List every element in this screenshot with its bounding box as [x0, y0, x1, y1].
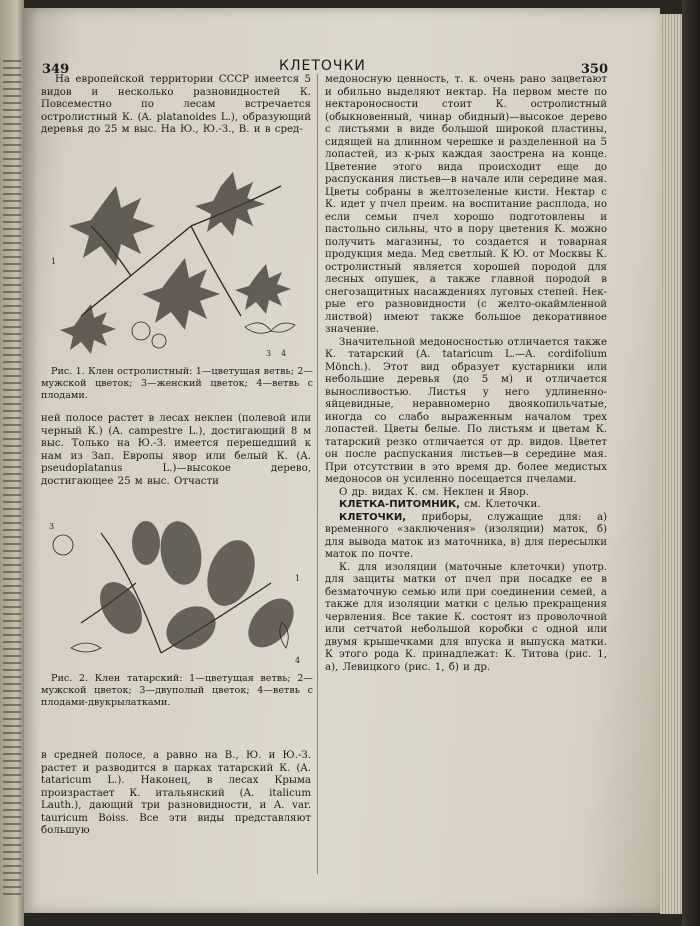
entry-text: приборы, служащие для: а) временного «заключения» (изоляции) маток, б) для вывода маток из маточника, в) для пересылки маток по почте.	[325, 511, 607, 560]
entry-klettka-pitomnik	[325, 499, 607, 512]
svg-text:1: 1	[51, 257, 57, 266]
paragraph: медоносную ценность, т. к. очень рано зацветают и обильно выделяют нектар. На первом месте по нектароносности стоит К. остролистный (обыкновенный, чинар обидный)—высокое дерево с листьями в виде большой широкой пластины, сидящей на длинном черешке и разделенной на 5 лопастей, из к-рых каждая заострена на конце. Цветение этого вида происходит еще до распускания листьев—в начале или середине мая. Цветы собраны в желтозеленые кисти. Нектар с К. идет у пчел преим. на воспитание расплода, но если семьи пчел хорошо подготовлены и пастольно сильны, что в пору цветения К. можно получить магазины, то создается и товарная продукция меда. Мед светлый. К Ю. от Москвы К. остролистный является хорошей породой для лесных опушек, а также главной породой в снегозащитных насаждениях луговых степей. Нек-рые его разновидности (с желто-окаймленной листвой) имеют также большое декоративное значение.	[325, 74, 607, 335]
entry-kletochki	[325, 512, 607, 562]
page-number-right: 350	[580, 62, 608, 77]
svg-text:1: 1	[295, 574, 301, 583]
book-cover	[682, 0, 700, 926]
paragraph: в средней полосе, а равно на В., Ю. и Ю.-З. растет и разводится в парках татарский К. (A. tataricum L.). Наконец, в лесах Крыма произрастает К. итальянский (A. italicum Lauth.), дающий три разновидности, и A. var. tauricum Boiss. Все эти виды представляют большую	[41, 750, 311, 836]
entry-heading: КЛЕТОЧКИ,	[339, 511, 407, 523]
column-left-top	[41, 74, 311, 137]
column-divider	[317, 74, 318, 874]
facing-page-text-bleed	[3, 60, 21, 900]
page-edges	[660, 14, 682, 914]
figure-2	[41, 513, 313, 709]
running-title: КЛЕТОЧКИ	[279, 58, 366, 74]
paragraph: О др. видах К. см. Неклен и Явор.	[339, 486, 529, 498]
running-header	[24, 50, 660, 76]
page-number-left: 349	[42, 62, 70, 77]
column-left-middle	[41, 413, 311, 488]
maple-branch-illustration	[41, 166, 313, 366]
paragraph: ней полосе растет в лесах неклен (полевой или черный К.) (A. campestre L.), достигающий 8 м выс. Только на Ю.-З. имеется перешедший к нам из Зап. Европы явор или белый К. (A. pseudoplatanus L.)—высокое дерево, достигающее 25 м выс. Отчасти	[41, 413, 311, 487]
column-left-bottom	[41, 750, 311, 838]
facing-page-edge	[0, 0, 24, 926]
svg-text:4: 4	[295, 656, 301, 665]
paragraph: На европейской территории СССР имеется 5 видов и несколько разновидностей К. Повсеместно по лесам встречается остролистный К. (A. platanoides L.), образующий деревья до 25 м выс. На Ю., Ю.-З., В. и в сред-	[41, 74, 311, 135]
paragraph: Значительной медоносностью отличается также К. татарский (A. tataricum L.—A. cordifolium Mönch.). Этот вид образует кустарники или небольшие деревья (до 5 м) и отличается выносливостью. Листья у него удлиненно-яйцевидные, неравномерно двоякопильчатые, иногда со слабо выраженным началом трех лопастей. Цветы белые. По листьям и цветам К. татарский резко отличается от др. видов. Цветет он после распускания листьев—в середине мая. При отсутствии в это время др. более медистых медоносов он усиленно посещается пчелами.	[325, 336, 607, 485]
tatarian-maple-illustration	[41, 513, 313, 673]
paragraph: К. для изоляции (маточные клеточки) употр. для защиты матки от пчел при посадке ее в безматочную семью или при соединении семей, а также для изоляции матки с целью прекращения червления. Все такие К. состоят из проволочной или сетчатой небольшой коробки с одной или двумя крышечками для впуска и выпуска матки. К этого рода К. принадлежат: К. Титова (рис. 1, а), Левицкого (рис. 1, б) и др.	[325, 561, 607, 673]
svg-text:3: 3	[266, 349, 272, 358]
figure-1-caption: Рис. 1. Клен остролистный: 1—цветущая ветвь; 2—мужской цветок; 3—женский цветок; 4—ветвь с плодами.	[41, 366, 313, 401]
svg-text:4: 4	[281, 349, 287, 358]
column-right	[325, 74, 607, 674]
entry-text: см. Клеточки.	[459, 499, 541, 510]
figure-1	[41, 166, 313, 402]
entry-heading: КЛЕТКА-ПИТОМНИК,	[339, 499, 460, 510]
figure-2-caption: Рис. 2. Клен татарский: 1—цветущая ветвь; 2—мужской цветок; 3—двуполый цветок; 4—ветвь с плодами-двукрылатками.	[41, 673, 313, 708]
book-page	[24, 8, 660, 913]
svg-text:3: 3	[49, 522, 55, 531]
